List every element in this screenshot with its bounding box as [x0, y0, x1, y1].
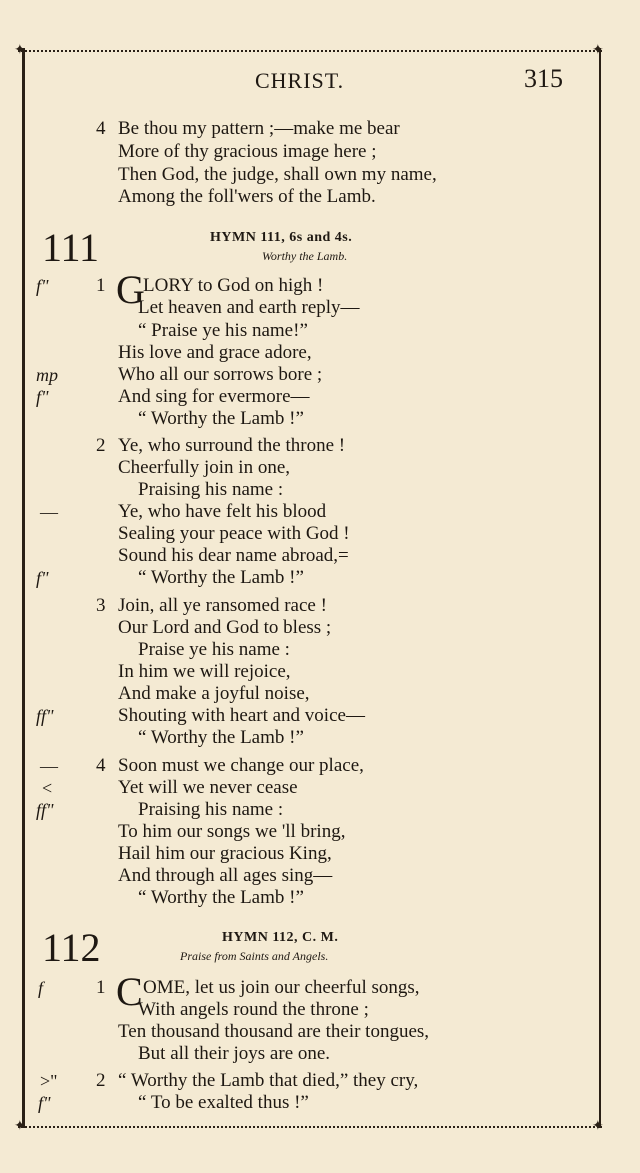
verse-line: “ Praise ye his name!” [138, 320, 308, 341]
verse-line: With angels round the throne ; [138, 999, 369, 1020]
verse-line: Praising his name : [138, 479, 284, 500]
verse-line: And sing for evermore— [118, 386, 310, 407]
verse-line: “ Worthy the Lamb that died,” they cry, [118, 1070, 419, 1091]
verse-line: “ Worthy the Lamb !” [138, 887, 304, 908]
verse-line: OME, let us join our cheerful songs, [143, 977, 420, 998]
dynamic-mark: f" [38, 1093, 51, 1113]
dynamic-mark: f" [36, 387, 49, 407]
verse-line: More of thy gracious image here ; [118, 141, 377, 162]
corner-ornament-icon: ✦ [14, 42, 26, 58]
verse-line: Among the foll'wers of the Lamb. [118, 186, 376, 207]
running-header: CHRIST. [255, 68, 345, 93]
dynamic-mark: mp [36, 365, 58, 385]
corner-ornament-icon: ✦ [592, 42, 604, 58]
dynamic-mark: ff" [36, 800, 54, 820]
verse-line: But all their joys are one. [138, 1043, 331, 1064]
verse-line: And through all ages sing— [118, 865, 333, 886]
verse-line: Praise ye his name : [138, 639, 290, 660]
page-number: 315 [524, 64, 563, 93]
verse-number: 2 [96, 435, 106, 456]
verse-line: To him our songs we 'll bring, [118, 821, 346, 842]
verse-number: 4 [96, 755, 106, 776]
drop-cap: C [116, 969, 143, 1014]
verse-line: “ Worthy the Lamb !” [138, 727, 304, 748]
verse-line: Cheerfully join in one, [118, 457, 291, 478]
drop-cap: G [116, 267, 145, 312]
verse-line: Praising his name : [138, 799, 284, 820]
page-border [22, 48, 601, 1128]
dynamic-mark: ff" [36, 706, 54, 726]
verse-number: 1 [96, 275, 106, 296]
dynamic-mark: — [40, 502, 58, 522]
dynamic-mark: f [38, 978, 44, 998]
verse-number: 3 [96, 595, 106, 616]
verse-number: 4 [96, 118, 106, 139]
verse-line: Who all our sorrows bore ; [118, 364, 323, 385]
verse-line: Be thou my pattern ;—make me bear [118, 118, 400, 139]
hymn-title: HYMN 112, C. M. [222, 930, 339, 945]
verse-line: Join, all ye ransomed race ! [118, 595, 327, 616]
hymn-title: HYMN 111, 6s and 4s. [210, 230, 353, 245]
dynamic-mark: f" [36, 568, 49, 588]
verse-line: Ten thousand thousand are their tongues, [118, 1021, 430, 1042]
verse-line: Then God, the judge, shall own my name, [118, 164, 437, 185]
dynamic-mark: >" [40, 1071, 58, 1091]
verse-line: Ye, who surround the throne ! [118, 435, 346, 456]
verse-line: In him we will rejoice, [118, 661, 291, 682]
verse-line: Shouting with heart and voice— [118, 705, 365, 726]
verse-number: 1 [96, 977, 106, 998]
verse-line: “ To be exalted thus !” [138, 1092, 309, 1113]
dynamic-mark: f" [36, 276, 49, 296]
hymn-subtitle: Praise from Saints and Angels. [180, 949, 329, 963]
verse-line: Hail him our gracious King, [118, 843, 332, 864]
verse-line: “ Worthy the Lamb !” [138, 408, 304, 429]
dynamic-mark: < [42, 778, 53, 798]
verse-line: And make a joyful noise, [118, 683, 310, 704]
corner-ornament-icon: ✦ [592, 1118, 604, 1134]
verse-line: Sealing your peace with God ! [118, 523, 350, 544]
hymn-number: 112 [42, 925, 101, 970]
corner-ornament-icon: ✦ [14, 1118, 26, 1134]
verse-line: Ye, who have felt his blood [118, 501, 327, 522]
verse-line: His love and grace adore, [118, 342, 312, 363]
hymn-number: 111 [42, 225, 100, 270]
dynamic-mark: — [40, 756, 58, 776]
verse-line: LORY to God on high ! [143, 275, 324, 296]
verse-line: “ Worthy the Lamb !” [138, 567, 304, 588]
hymn-subtitle: Worthy the Lamb. [262, 249, 348, 263]
verse-line: Sound his dear name abroad,= [118, 545, 349, 566]
verse-line: Yet will we never cease [118, 777, 298, 798]
verse-line: Our Lord and God to bless ; [118, 617, 332, 638]
verse-line: Let heaven and earth reply— [138, 297, 360, 318]
top-rule [18, 50, 602, 52]
bottom-rule [18, 1126, 602, 1128]
verse-number: 2 [96, 1070, 106, 1091]
verse-line: Soon must we change our place, [118, 755, 364, 776]
